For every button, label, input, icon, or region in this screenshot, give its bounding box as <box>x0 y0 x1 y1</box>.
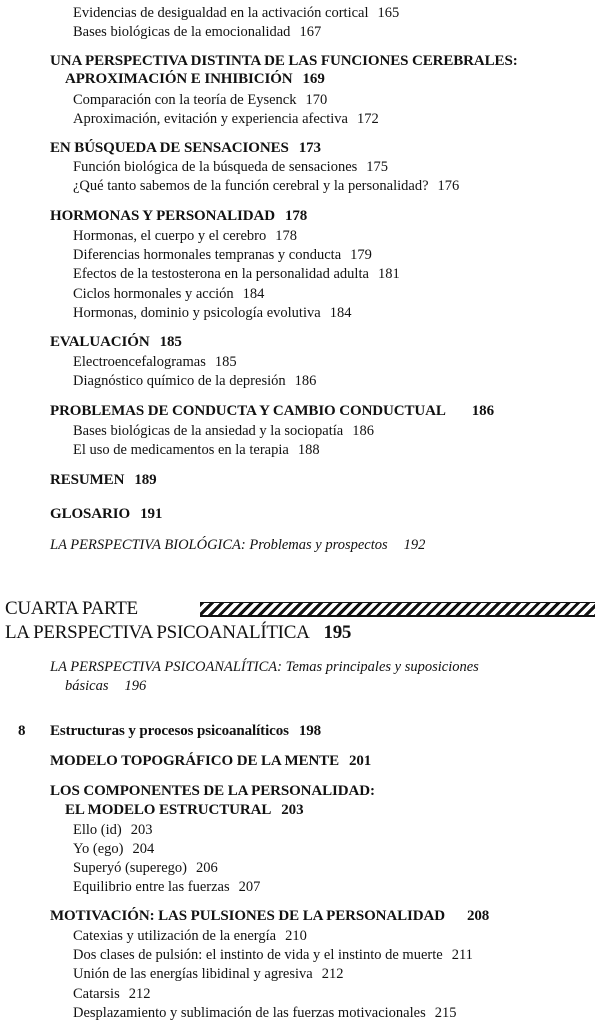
section-heading: EL MODELO ESTRUCTURAL 203 <box>65 802 304 818</box>
toc-entry: Hormonas, dominio y psicología evolutiva 184 <box>73 305 352 321</box>
toc-entry: Evidencias de desigualdad en la activación cortical 165 <box>73 5 400 21</box>
toc-entry: Yo (ego) 204 <box>73 841 155 857</box>
section-heading: GLOSARIO 191 <box>50 506 163 522</box>
toc-entry: Ciclos hormonales y acción 184 <box>73 286 265 302</box>
section-heading: RESUMEN 189 <box>50 472 157 488</box>
toc-entry: Catarsis 212 <box>73 986 151 1002</box>
section-heading: APROXIMACIÓN E INHIBICIÓN 169 <box>65 71 325 87</box>
section-heading: EN BÚSQUEDA DE SENSACIONES 173 <box>50 140 321 156</box>
section-heading: HORMONAS Y PERSONALIDAD 178 <box>50 208 308 224</box>
toc-entry: Diferencias hormonales tempranas y conducta 179 <box>73 247 372 263</box>
toc-entry: El uso de medicamentos en la terapia 188 <box>73 442 320 458</box>
section-heading: MOTIVACIÓN: LAS PULSIONES DE LA PERSONALIDAD 208 <box>50 908 490 924</box>
toc-entry: Desplazamiento y sublimación de las fuerzas motivacionales 215 <box>73 1005 457 1021</box>
toc-entry: Catexias y utilización de la energía 210 <box>73 928 307 944</box>
section-heading: LOS COMPONENTES DE LA PERSONALIDAD: <box>50 783 375 799</box>
toc-entry: Función biológica de la búsqueda de sensaciones 175 <box>73 159 389 175</box>
toc-entry: Bases biológicas de la emocionalidad 167 <box>73 24 322 40</box>
toc-entry: Comparación con la teoría de Eysenck 170 <box>73 92 328 108</box>
section-heading: UNA PERSPECTIVA DISTINTA DE LAS FUNCIONES CEREBRALES: <box>50 53 518 69</box>
chapter-number: 8 <box>18 723 26 739</box>
toc-entry: Efectos de la testosterona en la personalidad adulta 181 <box>73 266 400 282</box>
part-label: CUARTA PARTE <box>5 598 138 619</box>
toc-entry: ¿Qué tanto sabemos de la función cerebral y la personalidad? 176 <box>73 178 460 194</box>
section-heading: EVALUACIÓN 185 <box>50 334 182 350</box>
section-heading: MODELO TOPOGRÁFICO DE LA MENTE 201 <box>50 753 372 769</box>
toc-entry: Superyó (superego) 206 <box>73 860 218 876</box>
toc-entry: Dos clases de pulsión: el instinto de vida y el instinto de muerte 211 <box>73 947 473 963</box>
toc-entry: Aproximación, evitación y experiencia afectiva 172 <box>73 111 379 127</box>
toc-entry: Hormonas, el cuerpo y el cerebro 178 <box>73 228 298 244</box>
part-title: LA PERSPECTIVA PSICOANALÍTICA 195 <box>5 622 352 643</box>
toc-entry-italic: LA PERSPECTIVA BIOLÓGICA: Problemas y prospectos 192 <box>50 537 426 553</box>
toc-entry: Electroencefalogramas 185 <box>73 354 237 370</box>
decorative-band <box>200 615 595 617</box>
toc-entry-italic: básicas 196 <box>65 678 147 694</box>
toc-entry: Diagnóstico químico de la depresión 186 <box>73 373 317 389</box>
toc-entry: Equilibrio entre las fuerzas 207 <box>73 879 261 895</box>
toc-entry: Ello (id) 203 <box>73 822 153 838</box>
toc-entry-italic: LA PERSPECTIVA PSICOANALÍTICA: Temas principales y suposiciones <box>50 659 479 675</box>
section-heading: PROBLEMAS DE CONDUCTA Y CAMBIO CONDUCTUAL 186 <box>50 403 494 419</box>
toc-entry: Unión de las energías libidinal y agresiva 212 <box>73 966 344 982</box>
chapter-title: Estructuras y procesos psicoanalíticos 198 <box>50 723 322 739</box>
toc-entry: Bases biológicas de la ansiedad y la sociopatía 186 <box>73 423 374 439</box>
